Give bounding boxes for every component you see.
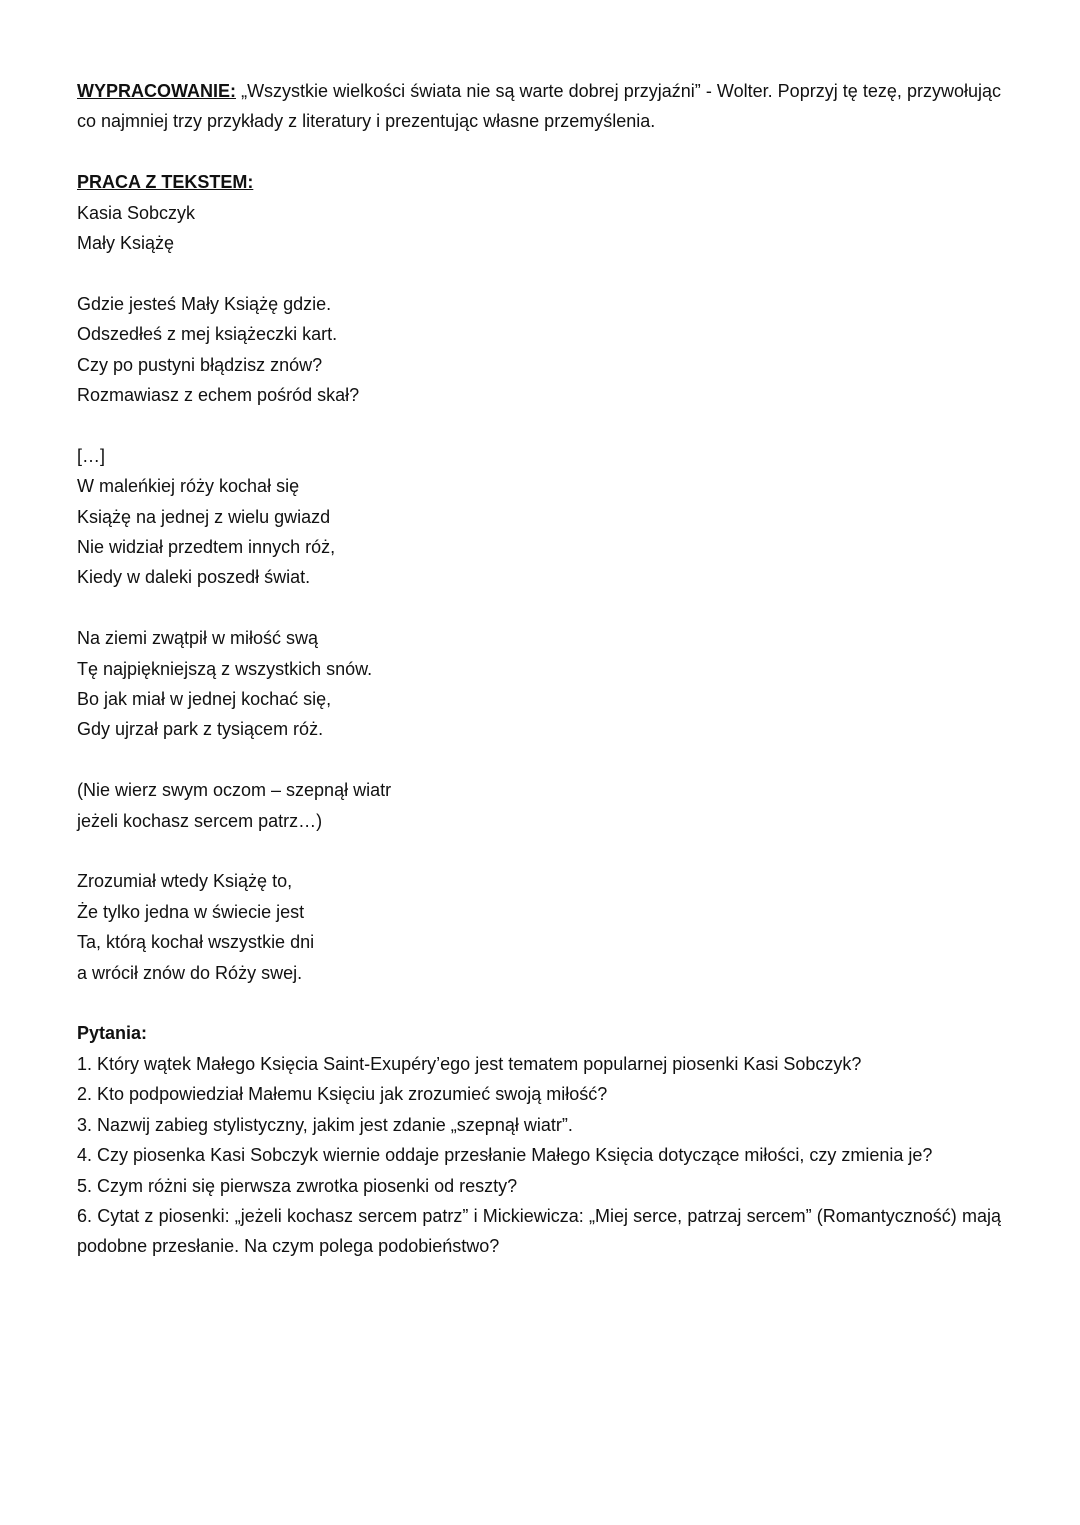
questions-heading: Pytania:: [77, 1023, 148, 1044]
spacer: [77, 410, 1001, 440]
poem-stanza-1: [77, 289, 1001, 411]
poem-stanza-3: [77, 623, 1001, 745]
question-item: 2. Kto podpowiedział Małemu Księciu jak zrozumieć swoją miłość?: [77, 1084, 608, 1105]
spacer: [77, 745, 1001, 775]
question-item: 4. Czy piosenka Kasi Sobczyk wiernie oddaje przesłanie Małego Księcia dotyczące miłości, czy zmienia je?: [77, 1145, 933, 1166]
poem-line: Rozmawiasz z echem pośród skał?: [77, 385, 360, 406]
poem-stanza-4: [77, 775, 1001, 836]
poem-line: W maleńkiej róży kochał się: [77, 476, 300, 497]
spacer: [77, 988, 1001, 1018]
song-author: Kasia Sobczyk: [77, 202, 196, 223]
poem-line: Na ziemi zwątpił w miłość swą: [77, 628, 319, 649]
poem-line: Że tylko jedna w świecie jest: [77, 901, 305, 922]
spacer: [77, 258, 1001, 288]
spacer: [77, 593, 1001, 623]
poem-line: Nie widział przedtem innych róż,: [77, 537, 336, 558]
document-page: [77, 76, 1001, 1262]
poem-line: Gdy ujrzał park z tysiącem róż.: [77, 719, 324, 740]
questions-section: [77, 1018, 1001, 1261]
poem-line: (Nie wierz swym oczom – szepnął wiatr: [77, 780, 392, 801]
song-title: Mały Książę: [77, 233, 175, 254]
question-item: 3. Nazwij zabieg stylistyczny, jakim jest zdanie „szepnął wiatr”.: [77, 1114, 573, 1135]
poem-line: a wrócił znów do Róży swej.: [77, 962, 303, 983]
questions-list: [77, 1049, 1001, 1262]
poem-line: Książę na jednej z wielu gwiazd: [77, 506, 331, 527]
poem-stanza-5: [77, 866, 1001, 988]
poem-ellipsis: […]: [77, 445, 106, 466]
poem-stanza-2: [77, 441, 1001, 593]
question-item: 1. Który wątek Małego Księcia Saint-Exupéry’ego jest tematem popularnej piosenki Kasi Sobczyk?: [77, 1053, 862, 1074]
poem-line: Odszedłeś z mej książeczki kart.: [77, 324, 338, 345]
poem-line: Tę najpiękniejszą z wszystkich snów.: [77, 658, 373, 679]
poem-line: Ta, którą kochał wszystkie dni: [77, 932, 315, 953]
poem-line: Kiedy w daleki poszedł świat.: [77, 567, 311, 588]
poem-line: Zrozumiał wtedy Książę to,: [77, 871, 293, 892]
essay-text: „Wszystkie wielkości świata nie są warte dobrej przyjaźni” - Wolter. Poprzyj tę tezę, przywołując co najmniej trzy przykłady z literatury i prezentując własne przemyślenia.: [77, 81, 1001, 132]
essay-prompt: [77, 76, 1001, 137]
spacer: [77, 836, 1001, 866]
text-work-section: [77, 167, 1001, 258]
question-item: 6. Cytat z piosenki: „jeżeli kochasz sercem patrz” i Mickiewicza: „Miej serce, patrzaj sercem” (Romantyczność) mają podobne przesłanie. Na czym polega podobieństwo?: [77, 1205, 1001, 1257]
poem-line: jeżeli kochasz sercem patrz…): [77, 810, 323, 831]
poem-line: Gdzie jesteś Mały Książę gdzie.: [77, 293, 332, 314]
question-item: 5. Czym różni się pierwsza zwrotka piosenki od reszty?: [77, 1175, 518, 1196]
poem-line: Czy po pustyni błądzisz znów?: [77, 354, 323, 375]
poem-line: Bo jak miał w jednej kochać się,: [77, 689, 332, 710]
spacer: [77, 137, 1001, 167]
essay-heading: WYPRACOWANIE:: [77, 81, 236, 101]
text-work-heading: PRACA Z TEKSTEM:: [77, 172, 254, 193]
